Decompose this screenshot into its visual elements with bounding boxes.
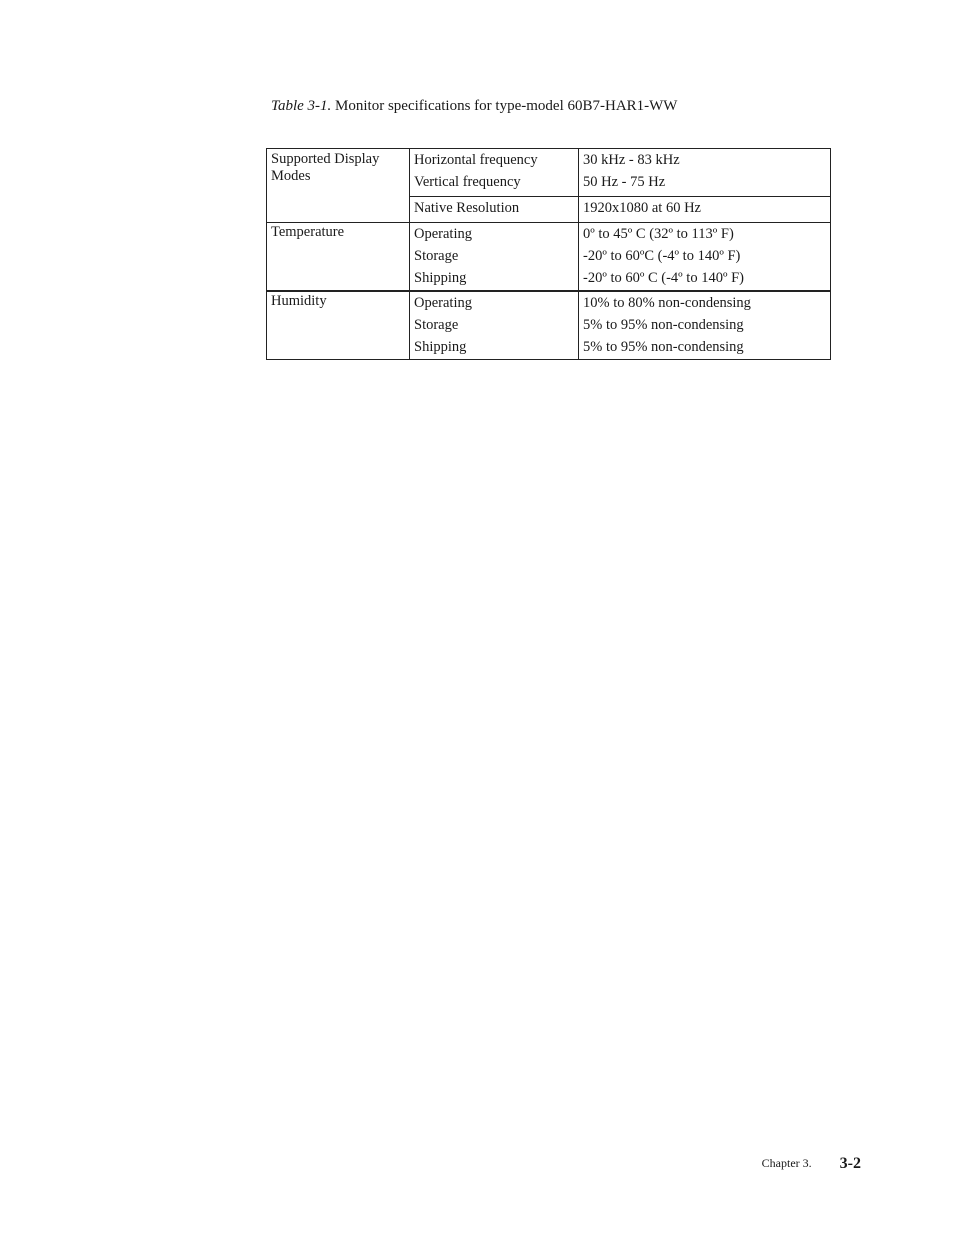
item-name: Storage [414, 248, 459, 264]
caption-text: Monitor specifications for type-model 60B7-HAR1-WW [335, 98, 678, 114]
page-footer [762, 1155, 861, 1173]
item-cell [410, 223, 579, 292]
value-cell [579, 223, 831, 292]
item-name: Shipping [414, 339, 467, 355]
value-cell [579, 291, 831, 360]
value-cell [579, 197, 831, 223]
item-name: Operating [414, 226, 472, 242]
item-name: Horizontal frequency [414, 152, 538, 168]
item-value: 5% to 95% non-condensing [583, 339, 744, 355]
table-row [267, 223, 831, 292]
category-cell: Temperature [267, 223, 410, 292]
item-value: 0º to 45º C (32º to 113º F) [583, 226, 734, 242]
table-row [267, 149, 831, 197]
table-row [267, 291, 831, 360]
item-name: Storage [414, 317, 459, 333]
item-name: Shipping [414, 270, 467, 286]
page-number: 3-2 [839, 1155, 861, 1172]
value-cell [579, 149, 831, 197]
item-value: 5% to 95% non-condensing [583, 317, 744, 333]
item-value: 1920x1080 at 60 Hz [583, 200, 701, 216]
item-name: Vertical frequency [414, 174, 521, 190]
item-value: 30 kHz - 83 kHz [583, 152, 680, 168]
category-cell: Humidity [267, 291, 410, 360]
table-caption [271, 96, 677, 116]
spec-table [266, 148, 831, 360]
item-cell [410, 291, 579, 360]
item-cell [410, 149, 579, 197]
category-cell: Supported Display Modes [267, 149, 410, 223]
item-name: Operating [414, 295, 472, 311]
chapter-label: Chapter 3. [761, 1156, 812, 1170]
caption-label: Table 3-1. [271, 98, 332, 114]
item-value: 10% to 80% non-condensing [583, 295, 751, 311]
item-value: -20º to 60ºC (-4º to 140º F) [583, 248, 741, 264]
item-value: -20º to 60º C (-4º to 140º F) [583, 270, 744, 286]
item-value: 50 Hz - 75 Hz [583, 174, 666, 190]
item-cell [410, 197, 579, 223]
item-name: Native Resolution [414, 200, 520, 216]
